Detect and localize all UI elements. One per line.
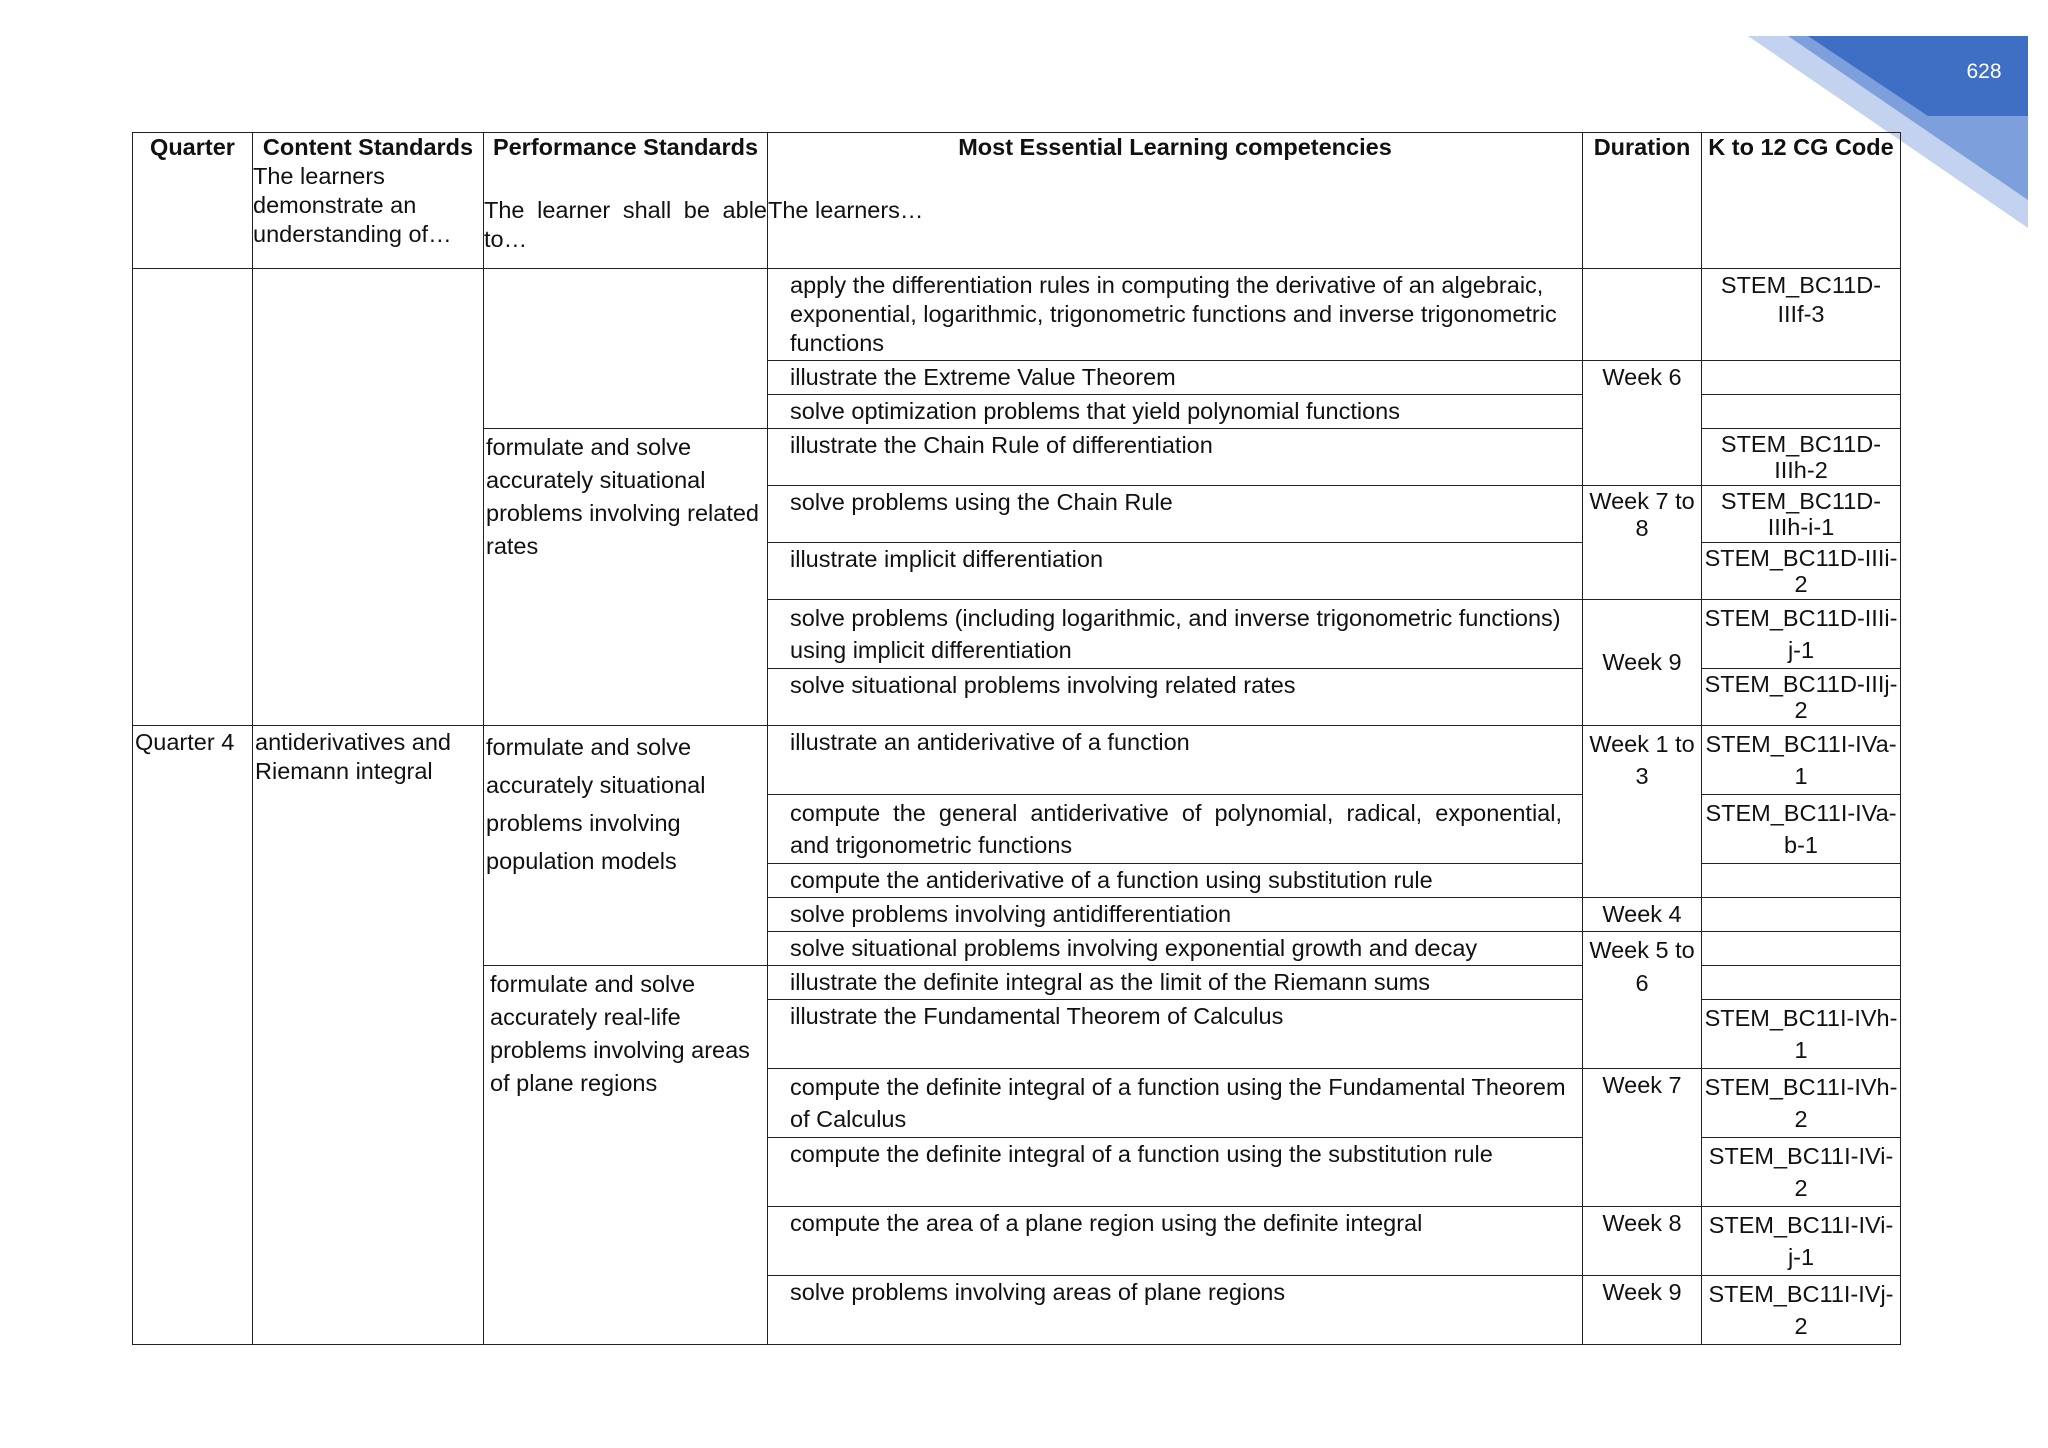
melc-header-cell (768, 133, 1583, 269)
content-subheader: The learners demonstrate an understanding of… (253, 163, 452, 247)
cg-code-cell: STEM_BC11D-IIIh-2 (1702, 429, 1901, 486)
cg-code-cell (1702, 395, 1901, 429)
cg-code-cell (1702, 932, 1901, 966)
competency-cell: illustrate the Fundamental Theorem of Calculus (768, 1000, 1583, 1069)
competency-cell: illustrate the Chain Rule of differentiation (768, 429, 1583, 486)
quarter-header-cell (133, 133, 253, 269)
performance-standard-areas: formulate and solve accurately real-life problems involving areas of plane regions (484, 966, 768, 1345)
page-number: 628 (1966, 60, 2002, 83)
competency-cell: solve problems involving antidifferentiation (768, 898, 1583, 932)
competency-cell: solve problems using the Chain Rule (768, 486, 1583, 543)
code-header-cell (1702, 133, 1901, 269)
performance-subheader: The learner shall be able to… (484, 197, 767, 252)
quarter-cell: Quarter 4 (133, 726, 253, 1345)
duration-header: Duration (1593, 134, 1691, 160)
cg-code-cell: STEM_BC11I-IVa-b-1 (1702, 795, 1901, 864)
content-cell-empty (253, 269, 484, 726)
performance-standard-related-rates: formulate and solve accurately situational problems involving related rates (484, 429, 768, 726)
duration-cell: Week 9 (1583, 1276, 1702, 1345)
cg-code-cell (1702, 898, 1901, 932)
content-header: Content Standards (262, 134, 474, 160)
cg-code-cell (1702, 864, 1901, 898)
performance-standard-population: formulate and solve accurately situational problems involving population models (484, 726, 768, 966)
duration-cell: Week 6 (1583, 361, 1702, 429)
content-standard-cell: antiderivatives and Riemann integral (253, 726, 484, 1345)
duration-cell-empty (1583, 429, 1702, 486)
cg-code-cell (1702, 966, 1901, 1000)
duration-header-cell (1583, 133, 1702, 269)
competency-cell: compute the general antiderivative of polynomial, radical, exponential, and trigonometric functions (768, 795, 1583, 864)
duration-cell: Week 8 (1583, 1207, 1702, 1276)
content-header-cell (253, 133, 484, 269)
competency-cell: solve optimization problems that yield polynomial functions (768, 395, 1583, 429)
header-row (133, 133, 1901, 269)
table-row (133, 269, 1901, 361)
cg-code-cell: STEM_BC11I-IVi-2 (1702, 1138, 1901, 1207)
melc-table (132, 132, 1901, 1345)
competency-cell: apply the differentiation rules in computing the derivative of an algebraic, exponential, logarithmic, trigonometric functions and inverse trigonometric functions (768, 269, 1583, 361)
cg-code-cell (1702, 361, 1901, 395)
competency-cell: illustrate the Extreme Value Theorem (768, 361, 1583, 395)
competency-cell: solve situational problems involving related rates (768, 669, 1583, 726)
table-row (133, 726, 1901, 795)
competency-cell: compute the area of a plane region using the definite integral (768, 1207, 1583, 1276)
cg-code-cell: STEM_BC11I-IVa-1 (1702, 726, 1901, 795)
competency-cell: illustrate implicit differentiation (768, 543, 1583, 600)
cg-code-cell: STEM_BC11I-IVi-j-1 (1702, 1207, 1901, 1276)
duration-cell: Week 5 to 6 (1583, 932, 1702, 1069)
competency-cell: solve problems (including logarithmic, and inverse trigonometric functions) using implicit differentiation (768, 600, 1583, 669)
duration-cell: Week 7 to 8 (1583, 486, 1702, 600)
competency-cell: illustrate an antiderivative of a function (768, 726, 1583, 795)
competency-cell: compute the definite integral of a function using the Fundamental Theorem of Calculus (768, 1069, 1583, 1138)
cg-code-cell: STEM_BC11D-IIIj-2 (1702, 669, 1901, 726)
competency-cell: solve situational problems involving exponential growth and decay (768, 932, 1583, 966)
cg-code-cell: STEM_BC11I-IVh-1 (1702, 1000, 1901, 1069)
duration-cell: Week 7 (1583, 1069, 1702, 1207)
competency-cell: compute the antiderivative of a function using substitution rule (768, 864, 1583, 898)
cg-code-cell: STEM_BC11D-IIIh-i-1 (1702, 486, 1901, 543)
performance-header: Performance Standards (492, 134, 759, 160)
duration-cell: Week 1 to 3 (1583, 726, 1702, 898)
quarter-header: Quarter (150, 134, 235, 160)
competency-cell: illustrate the definite integral as the limit of the Riemann sums (768, 966, 1583, 1000)
melc-header: Most Essential Learning competencies (958, 134, 1392, 160)
cg-code-cell: STEM_BC11I-IVj-2 (1702, 1276, 1901, 1345)
duration-cell: Week 4 (1583, 898, 1702, 932)
code-header: K to 12 CG Code (1708, 134, 1894, 160)
cg-code-cell: STEM_BC11I-IVh-2 (1702, 1069, 1901, 1138)
performance-header-cell (484, 133, 768, 269)
cg-code-cell: STEM_BC11D-IIIf-3 (1702, 269, 1901, 361)
performance-cell-empty (484, 269, 768, 429)
competency-cell: solve problems involving areas of plane regions (768, 1276, 1583, 1345)
cg-code-cell: STEM_BC11D-IIIi-j-1 (1702, 600, 1901, 669)
competency-cell: compute the definite integral of a function using the substitution rule (768, 1138, 1583, 1207)
melc-subheader: The learners… (768, 197, 924, 223)
duration-cell-empty (1583, 269, 1702, 361)
quarter-cell-empty (133, 269, 253, 726)
duration-cell: Week 9 (1583, 600, 1702, 726)
cg-code-cell: STEM_BC11D-IIIi-2 (1702, 543, 1901, 600)
